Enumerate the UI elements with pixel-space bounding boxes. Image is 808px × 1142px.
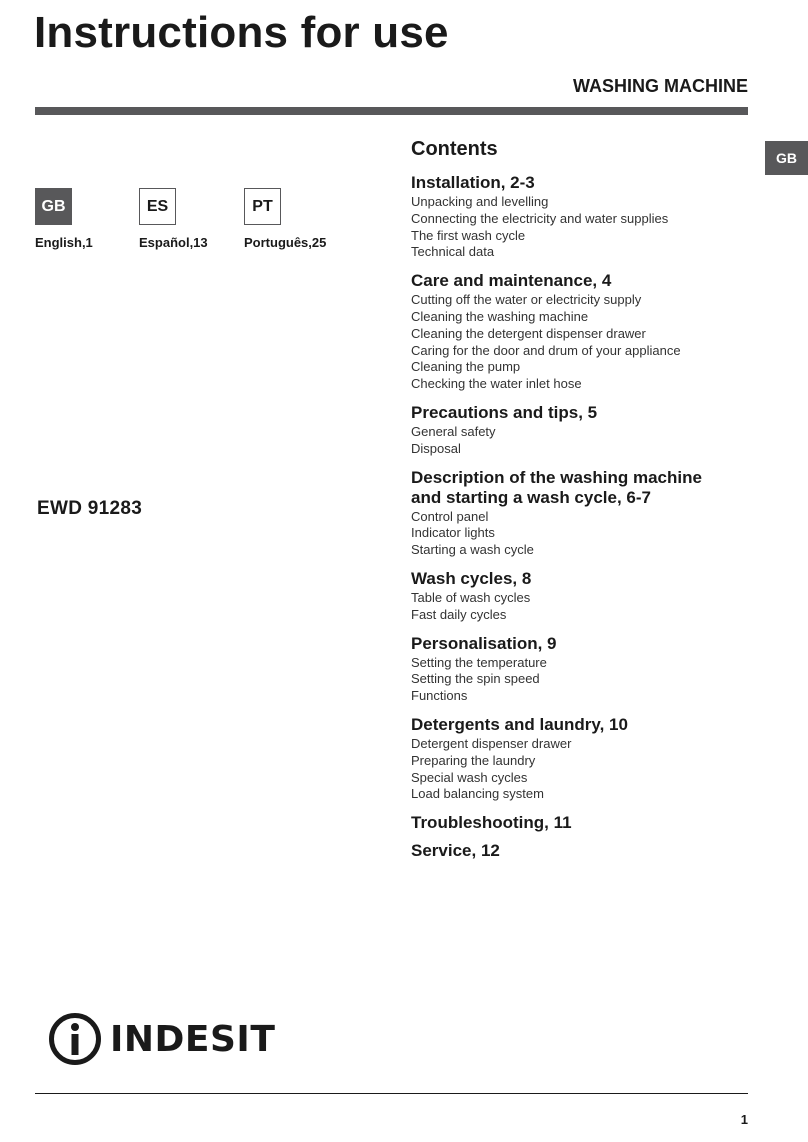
language-code-box: ES (139, 188, 176, 225)
section-item[interactable]: Control panel (411, 508, 489, 524)
section-heading[interactable]: Precautions and tips, 5 (411, 402, 598, 422)
section-item[interactable]: Functions (411, 688, 468, 704)
section-item[interactable]: Setting the spin speed (411, 671, 540, 687)
side-language-tab: GB (765, 141, 808, 175)
section-heading[interactable]: Service, 12 (411, 841, 500, 861)
language-gb[interactable] (35, 188, 93, 250)
section-item[interactable]: Caring for the door and drum of your appliance (411, 342, 681, 358)
contents-section (411, 272, 751, 393)
section-item[interactable]: Checking the water inlet hose (411, 376, 582, 392)
page-number: 1 (740, 1112, 748, 1127)
language-label: English,1 (35, 235, 93, 250)
section-item[interactable]: Special wash cycles (411, 769, 528, 785)
section-heading[interactable]: Troubleshooting, 11 (411, 813, 572, 833)
language-code-box: PT (244, 188, 281, 225)
section-item[interactable]: Setting the temperature (411, 654, 547, 670)
page-title: Instructions for use (34, 8, 449, 57)
section-item[interactable]: Cleaning the washing machine (411, 308, 589, 324)
section-item[interactable]: Unpacking and levelling (411, 194, 549, 209)
contents-section (411, 174, 751, 261)
section-item[interactable]: The first wash cycle (411, 227, 526, 243)
contents-section (411, 842, 751, 859)
language-es[interactable] (139, 188, 208, 250)
section-item[interactable]: Starting a wash cycle (411, 542, 534, 558)
section-item[interactable]: Table of wash cycles (411, 589, 531, 605)
product-type: WASHING MACHINE (573, 76, 748, 96)
language-code-box: GB (35, 188, 72, 225)
contents-section (411, 404, 751, 458)
section-item[interactable]: Technical data (411, 244, 495, 260)
brand-name: INDESIT (110, 1018, 276, 1060)
contents-section (411, 570, 751, 624)
section-heading[interactable]: Wash cycles, 8 (411, 568, 532, 588)
section-item[interactable]: Cutting off the water or electricity supply (411, 292, 642, 308)
contents-sections (411, 174, 751, 859)
section-item[interactable]: Detergent dispenser drawer (411, 735, 572, 751)
brand-logo (48, 1012, 275, 1066)
section-heading[interactable]: Detergents and laundry, 10 (411, 714, 628, 734)
header-divider (35, 107, 748, 115)
section-item[interactable]: Cleaning the detergent dispenser drawer (411, 325, 646, 341)
footer-divider (35, 1093, 748, 1094)
section-heading[interactable]: Installation, 2-3 (411, 173, 535, 192)
section-item[interactable]: Indicator lights (411, 525, 495, 541)
contents-section (411, 635, 751, 705)
section-item[interactable]: Connecting the electricity and water supplies (411, 210, 669, 226)
contents-title: Contents (411, 138, 498, 160)
section-item[interactable]: Preparing the laundry (411, 752, 536, 768)
section-item[interactable]: Fast daily cycles (411, 606, 507, 622)
section-item[interactable]: Load balancing system (411, 786, 544, 802)
contents-section (411, 814, 751, 831)
language-label: Español,13 (139, 235, 208, 250)
contents-section (411, 469, 751, 559)
section-item[interactable]: Disposal (411, 440, 461, 456)
section-item[interactable]: General safety (411, 423, 496, 439)
contents-section (411, 716, 751, 803)
section-heading[interactable]: Description of the washing machine (411, 467, 702, 487)
language-pt[interactable] (244, 188, 326, 250)
section-item[interactable]: Cleaning the pump (411, 359, 521, 375)
section-heading[interactable]: Care and maintenance, 4 (411, 271, 612, 291)
indesit-logo-icon (48, 1012, 102, 1066)
section-heading-continued[interactable]: and starting a wash cycle, 6-7 (411, 487, 651, 507)
language-label: Português,25 (244, 235, 327, 250)
model-number: EWD 91283 (37, 498, 143, 519)
section-heading[interactable]: Personalisation, 9 (411, 633, 557, 653)
table-of-contents (411, 137, 751, 870)
